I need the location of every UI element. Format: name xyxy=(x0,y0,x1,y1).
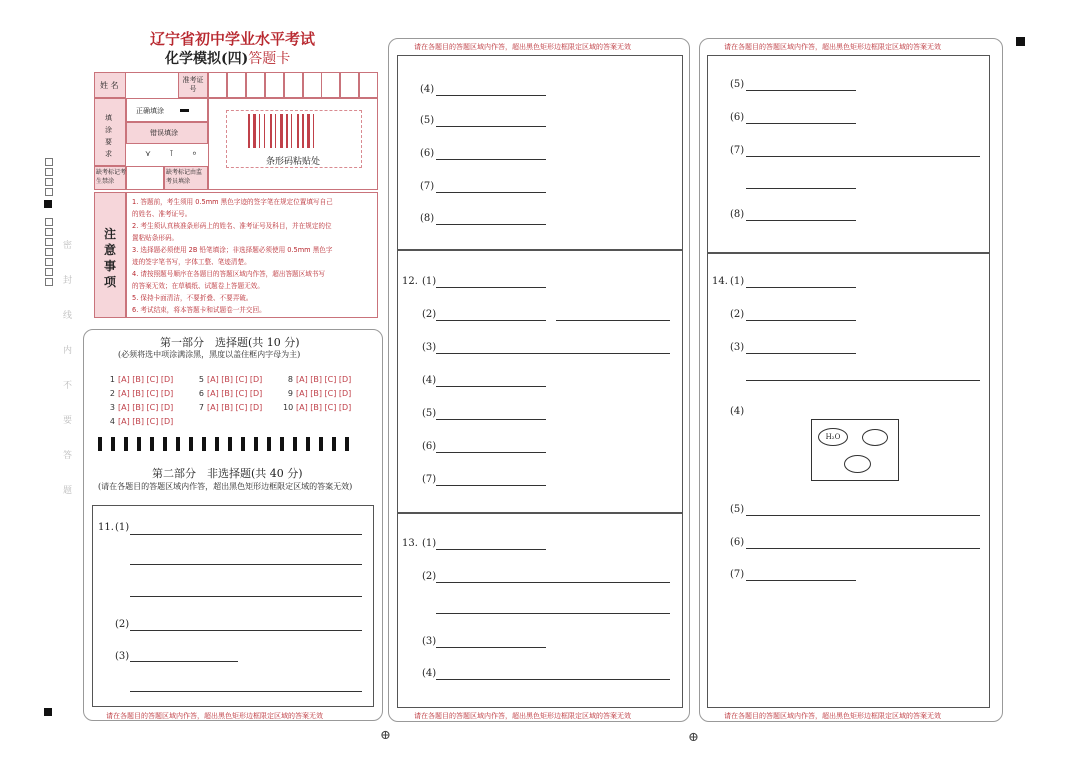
q12-2-label: (2) xyxy=(422,309,437,320)
ticket-digit-cell[interactable] xyxy=(303,72,322,98)
part1-title: 第一部分 选择题(共 10 分) xyxy=(160,336,300,349)
timing-mark xyxy=(254,437,258,451)
barcode-icon xyxy=(248,114,338,148)
option-bubbles[interactable]: [A] [B] [C] [D] xyxy=(118,417,174,426)
barcode-bar xyxy=(275,114,276,148)
q13-4-line[interactable] xyxy=(436,679,670,680)
q11-line-3a[interactable] xyxy=(130,661,238,662)
notice-item-4: 置粘贴条形码。 xyxy=(132,234,179,242)
ticket-digit-cell[interactable] xyxy=(246,72,265,98)
mid-top-q2-line[interactable] xyxy=(436,159,546,160)
barcode-bar xyxy=(300,114,301,148)
q12-number: 12. xyxy=(402,276,418,287)
q14-5-line[interactable] xyxy=(746,515,980,516)
check-cell xyxy=(45,178,53,186)
notice-item-7: 4. 请按照题号顺序在各题目的答题区域内作答，超出答题区域书写 xyxy=(132,270,326,278)
timing-mark xyxy=(150,437,154,451)
question-2-options[interactable] xyxy=(105,389,173,398)
timing-mark xyxy=(98,437,102,451)
empty-circle-bottom[interactable] xyxy=(844,455,871,473)
timing-mark xyxy=(241,437,245,451)
q11-line-3b[interactable] xyxy=(130,691,362,692)
question-8-options[interactable] xyxy=(283,375,351,384)
question-number: 6 xyxy=(198,389,204,398)
ticket-digit-cell[interactable] xyxy=(227,72,246,98)
check-cell xyxy=(45,188,53,196)
q14-4-label: (4) xyxy=(730,406,745,417)
q12-1-line[interactable] xyxy=(436,287,546,288)
right-top-q1-line[interactable] xyxy=(746,123,856,124)
exam-title: 辽宁省初中学业水平考试 xyxy=(150,30,316,48)
wrong-fill-samples: ⋎ ⊺ ⸰ xyxy=(145,149,205,158)
check-cell xyxy=(45,218,53,226)
barcode-bar xyxy=(307,114,310,148)
notice-item-10: 6. 考试结束，将本答题卡和试题卷一并交回。 xyxy=(132,306,266,314)
part2-title: 第二部分 非选择题(共 40 分) xyxy=(152,467,303,480)
timing-mark xyxy=(215,437,219,451)
absent-note: 缺考标记由监考员填涂 xyxy=(166,169,203,185)
q14-2-label: (2) xyxy=(730,309,745,320)
barcode-bar xyxy=(286,114,288,148)
question-4-options[interactable] xyxy=(105,417,173,426)
option-bubbles[interactable]: [A] [B] [C] [D] xyxy=(207,403,263,412)
timing-mark xyxy=(163,437,167,451)
barcode-bar xyxy=(261,114,263,148)
timing-mark xyxy=(319,437,323,451)
timing-mark xyxy=(345,437,349,451)
timing-marks xyxy=(98,437,349,451)
right-top-q3-label: (8) xyxy=(730,209,745,220)
q11-line-2[interactable] xyxy=(130,630,362,631)
correct-fill-label: 正确填涂 xyxy=(136,107,164,115)
check-cell xyxy=(45,258,53,266)
q13-number: 13. xyxy=(402,538,418,549)
q12-7-label: (7) xyxy=(422,474,437,485)
check-cell xyxy=(45,238,53,246)
barcode-bar xyxy=(297,114,299,148)
barcode-bar xyxy=(248,114,250,148)
mid-top-q1-line[interactable] xyxy=(436,126,546,127)
option-bubbles[interactable]: [A] [B] [C] [D] xyxy=(296,375,352,384)
timing-mark xyxy=(124,437,128,451)
question-number: 10 xyxy=(283,403,294,412)
q12-4-label: (4) xyxy=(422,375,437,386)
mid-top-q0-line[interactable] xyxy=(436,95,546,96)
q11-line-1b[interactable] xyxy=(130,564,362,565)
notice-item-2: 的姓名、准考证号。 xyxy=(132,210,192,218)
timing-mark xyxy=(267,437,271,451)
barcode-bar xyxy=(266,114,269,148)
barcode-bar xyxy=(305,114,306,148)
question-10-options[interactable] xyxy=(283,403,351,412)
option-bubbles[interactable]: [A] [B] [C] [D] xyxy=(118,375,174,384)
q12-2-line[interactable] xyxy=(436,320,546,321)
check-cell xyxy=(45,268,53,276)
mid-top-q1-label: (5) xyxy=(420,115,435,126)
question-number: 9 xyxy=(287,389,293,398)
register-mark-left: ⊕ xyxy=(380,728,391,743)
q11-answer-box xyxy=(92,505,374,707)
question-number: 8 xyxy=(287,375,293,384)
correct-fill-sample xyxy=(180,109,189,112)
seal-line-text: 密封线内不要答题 xyxy=(61,240,71,520)
timing-mark xyxy=(137,437,141,451)
q13-2-line[interactable] xyxy=(436,613,670,614)
q11-label-3: (3) xyxy=(115,651,130,662)
q14-1-line[interactable] xyxy=(746,287,856,288)
question-number: 2 xyxy=(109,389,115,398)
right-warning-top: 请在各题目的答题区域内作答，超出黑色矩形边框限定区域的答案无效 xyxy=(724,43,941,51)
wrong-fill-label: 错误填涂 xyxy=(150,129,178,137)
ticket-digit-cell[interactable] xyxy=(321,72,340,98)
position-mark-top-right xyxy=(1016,37,1025,46)
ticket-label: 准考证号 xyxy=(182,76,204,93)
right-top-q2-label: (7) xyxy=(730,145,745,156)
q12-5-line[interactable] xyxy=(436,419,546,420)
question-9-options[interactable] xyxy=(283,389,351,398)
question-3-options[interactable] xyxy=(105,403,173,412)
mid-top-q3-line[interactable] xyxy=(436,192,546,193)
right-top-q0-label: (5) xyxy=(730,79,745,90)
barcode-bar xyxy=(315,114,317,148)
barcode-bar xyxy=(277,114,279,148)
q14-3-line[interactable] xyxy=(746,380,980,381)
barcode-bar xyxy=(264,114,265,148)
ticket-digit-cell[interactable] xyxy=(340,72,359,98)
right-top-q3-line[interactable] xyxy=(746,220,856,221)
check-cell xyxy=(45,168,53,176)
barcode-bar xyxy=(253,114,256,148)
q13-3-label: (3) xyxy=(422,636,437,647)
part2-note: (请在各题目的答题区域内作答，超出黑色矩形边框限定区域的答案无效) xyxy=(98,482,353,491)
barcode-bar xyxy=(289,114,290,148)
mid-warning-bottom: 请在各题目的答题区域内作答，超出黑色矩形边框限定区域的答案无效 xyxy=(414,712,631,720)
barcode-bar xyxy=(302,114,304,148)
q11-line-1a[interactable] xyxy=(130,534,362,535)
left-warning-bottom: 请在各题目的答题区域内作答，超出黑色矩形边框限定区域的答案无效 xyxy=(106,712,323,720)
fill-label: 填涂要求 xyxy=(105,114,112,158)
barcode-bar xyxy=(284,114,285,148)
right-top-q2-line[interactable] xyxy=(746,188,856,189)
option-bubbles[interactable]: [A] [B] [C] [D] xyxy=(296,403,352,412)
position-mark-bottom-left xyxy=(44,708,52,716)
question-7-options[interactable] xyxy=(194,403,262,412)
q12-5-label: (5) xyxy=(422,408,437,419)
q12-answer-box xyxy=(397,250,683,513)
right-box-top xyxy=(707,55,990,253)
timing-mark xyxy=(293,437,297,451)
q13-2-line[interactable] xyxy=(436,582,670,583)
right-top-q1-label: (6) xyxy=(730,112,745,123)
timing-mark xyxy=(189,437,193,451)
notice-heading: 注意事项 xyxy=(104,227,117,289)
name-field[interactable] xyxy=(126,72,178,98)
q14-5-label: (5) xyxy=(730,504,745,515)
q12-6-label: (6) xyxy=(422,441,437,452)
timing-mark xyxy=(111,437,115,451)
mid-warning-top: 请在各题目的答题区域内作答，超出黑色矩形边框限定区域的答案无效 xyxy=(414,43,631,51)
barcode-bar xyxy=(259,114,260,148)
timing-mark xyxy=(202,437,206,451)
barcode-label: 条形码粘贴处 xyxy=(266,157,321,167)
q14-3-line[interactable] xyxy=(746,353,856,354)
part1-note: (必须将选中项涂满涂黑，黑度以盖住框内字母为主) xyxy=(118,350,301,359)
barcode-bar xyxy=(273,114,274,148)
q13-1-line[interactable] xyxy=(436,549,546,550)
notice-item-3: 2. 考生须认真核准条形码上的姓名、准考证号及科目，并在规定的位 xyxy=(132,222,332,230)
mid-top-q3-label: (7) xyxy=(420,181,435,192)
right-warning-bottom: 请在各题目的答题区域内作答，超出黑色矩形边框限定区域的答案无效 xyxy=(724,712,941,720)
q12-7-line[interactable] xyxy=(436,485,546,486)
notice-item-5: 3. 选择题必须使用 2B 铅笔填涂；非选择题必须使用 0.5mm 黑色字 xyxy=(132,246,333,254)
timing-mark xyxy=(176,437,180,451)
absent-mark-box[interactable] xyxy=(126,166,164,190)
mid-box-top xyxy=(397,55,683,250)
q12-3-line[interactable] xyxy=(436,353,670,354)
notice-item-9: 5. 保持卡面清洁，不要折叠、不要弄破。 xyxy=(132,294,253,302)
q14-3-label: (3) xyxy=(730,342,745,353)
check-cell xyxy=(45,278,53,286)
barcode-bar xyxy=(257,114,258,148)
question-1-options[interactable] xyxy=(105,375,173,384)
register-mark-right: ⊕ xyxy=(688,730,699,745)
q13-3-line[interactable] xyxy=(436,647,546,648)
mid-top-q2-label: (6) xyxy=(420,148,435,159)
timing-mark xyxy=(228,437,232,451)
timing-mark xyxy=(280,437,284,451)
mid-top-q0-label: (4) xyxy=(420,84,435,95)
question-number: 4 xyxy=(109,417,115,426)
ticket-digit-cell[interactable] xyxy=(359,72,378,98)
right-top-q0-line[interactable] xyxy=(746,90,856,91)
barcode-bar xyxy=(270,114,272,148)
absent-label: 缺考标记考生禁涂 xyxy=(96,169,127,185)
q13-2-label: (2) xyxy=(422,571,437,582)
mid-top-q4-label: (8) xyxy=(420,213,435,224)
q11-label-1: (1) xyxy=(115,522,130,533)
option-bubbles[interactable]: [A] [B] [C] [D] xyxy=(118,389,174,398)
right-top-q2-line[interactable] xyxy=(746,156,980,157)
position-mark-top-left xyxy=(44,200,52,208)
q14-number: 14. xyxy=(712,276,728,287)
empty-circle-right[interactable] xyxy=(862,429,888,446)
question-number: 5 xyxy=(198,375,204,384)
question-number: 3 xyxy=(109,403,115,412)
ticket-digit-cell[interactable] xyxy=(208,72,227,98)
notice-item-6: 迹的签字笔书写，字体工整、笔迹清楚。 xyxy=(132,258,251,266)
check-cell xyxy=(45,248,53,256)
notice-item-1: 1. 答题前，考生须用 0.5mm 黑色字迹的签字笔在规定位置填写自己 xyxy=(132,198,333,206)
check-cell xyxy=(45,228,53,236)
barcode-bar xyxy=(280,114,283,148)
q14-2-line[interactable] xyxy=(746,320,856,321)
q13-1-label: (1) xyxy=(422,538,437,549)
notice-item-8: 的答案无效；在草稿纸、试题卷上答题无效。 xyxy=(132,282,264,290)
q14-7-line[interactable] xyxy=(746,580,856,581)
name-label: 姓 名 xyxy=(100,81,119,90)
barcode-bar xyxy=(291,114,292,148)
q12-6-line[interactable] xyxy=(436,452,546,453)
subtitle-black: 化学模拟(四) xyxy=(165,51,249,67)
question-number: 1 xyxy=(109,375,115,384)
q11-line-1c[interactable] xyxy=(130,596,362,597)
q12-3-label: (3) xyxy=(422,342,437,353)
option-bubbles[interactable]: [A] [B] [C] [D] xyxy=(296,389,352,398)
subtitle-red: 答题卡 xyxy=(248,51,291,67)
h2o-circle xyxy=(818,428,848,446)
barcode-bar xyxy=(251,114,252,148)
barcode-bar xyxy=(293,114,296,148)
option-bubbles[interactable]: [A] [B] [C] [D] xyxy=(207,389,263,398)
q14-1-label: (1) xyxy=(730,276,745,287)
question-number: 7 xyxy=(198,403,204,412)
barcode-bar xyxy=(313,114,314,148)
timing-mark xyxy=(306,437,310,451)
q12-4-line[interactable] xyxy=(436,386,546,387)
q12-2-line[interactable] xyxy=(556,320,670,321)
option-bubbles[interactable]: [A] [B] [C] [D] xyxy=(118,403,174,412)
q14-7-label: (7) xyxy=(730,569,745,580)
option-bubbles[interactable]: [A] [B] [C] [D] xyxy=(207,375,263,384)
card-subtitle xyxy=(165,48,290,68)
q14-6-line[interactable] xyxy=(746,548,980,549)
q12-1-label: (1) xyxy=(422,276,437,287)
q11-label-2: (2) xyxy=(115,619,130,630)
timing-mark xyxy=(332,437,336,451)
mid-top-q4-line[interactable] xyxy=(436,224,546,225)
check-cell xyxy=(45,158,53,166)
q11-number: 11. xyxy=(98,522,114,533)
q13-4-label: (4) xyxy=(422,668,437,679)
q14-6-label: (6) xyxy=(730,537,745,548)
question-6-options[interactable] xyxy=(194,389,262,398)
ticket-digit-cell[interactable] xyxy=(265,72,284,98)
question-5-options[interactable] xyxy=(194,375,262,384)
barcode-bar xyxy=(311,114,312,148)
ticket-digit-cell[interactable] xyxy=(284,72,303,98)
h2o-label: H₂O xyxy=(825,433,841,441)
